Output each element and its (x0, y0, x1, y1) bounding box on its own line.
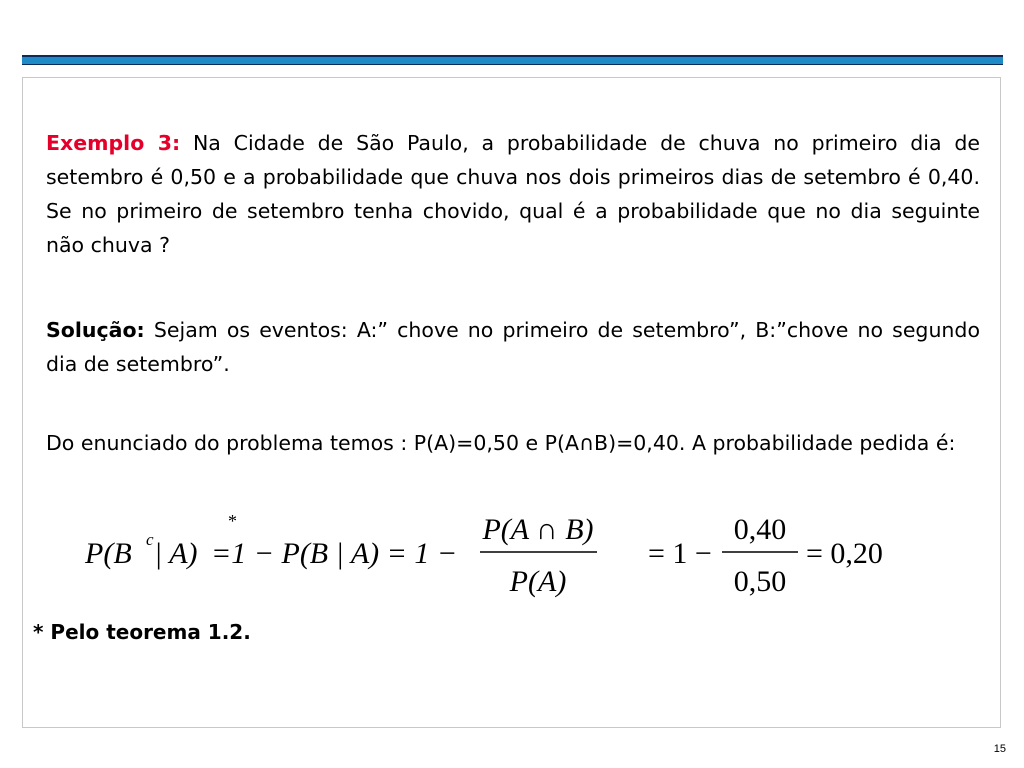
formula-frac1-num: P(A ∩ B) (482, 513, 594, 546)
formula-frac2-num: 0,40 (733, 513, 787, 546)
formula-frac1-den: P(A) (509, 565, 567, 598)
formula-lhs-end: | A) (154, 537, 198, 570)
formula-frac2-den: 0,50 (733, 565, 787, 598)
enunciado-text: Do enunciado do problema temos : P(A)=0,50 e P(A∩B)=0,40. A probabilidade pedida é: (46, 431, 956, 455)
formula-star: * (228, 511, 237, 531)
example-text: Na Cidade de São Paulo, a probabilidade de chuva no primeiro dia de setembro é 0,50 e a probabilidade que chuva nos dois primeiros dias de setembro é 0,40. Se no primeiro de setembro tenha chovido, qual é a probabilidade que no dia seguinte não chuva ? (46, 131, 980, 257)
formula-result: = 0,20 (806, 537, 883, 570)
solution-label: Solução: (46, 318, 145, 342)
formula-lhs: P(B (85, 537, 132, 570)
formula-eq2: = 1 − (648, 537, 712, 570)
page-number: 15 (993, 743, 1006, 755)
example-label: Exemplo 3: (46, 131, 181, 155)
formula-eq1: =1 − P(B | A) = 1 − (211, 537, 458, 570)
enunciado-paragraph (46, 426, 980, 460)
solution-paragraph (46, 313, 980, 381)
footnote: * Pelo teorema 1.2. (33, 620, 251, 644)
example-paragraph (46, 126, 980, 262)
probability-formula (80, 505, 910, 605)
formula-lhs-sup: c (146, 530, 154, 549)
solution-text: Sejam os eventos: A:” chove no primeiro de setembro”, B:”chove no segundo dia de setembro”. (46, 318, 980, 376)
title-bar (22, 55, 1003, 65)
